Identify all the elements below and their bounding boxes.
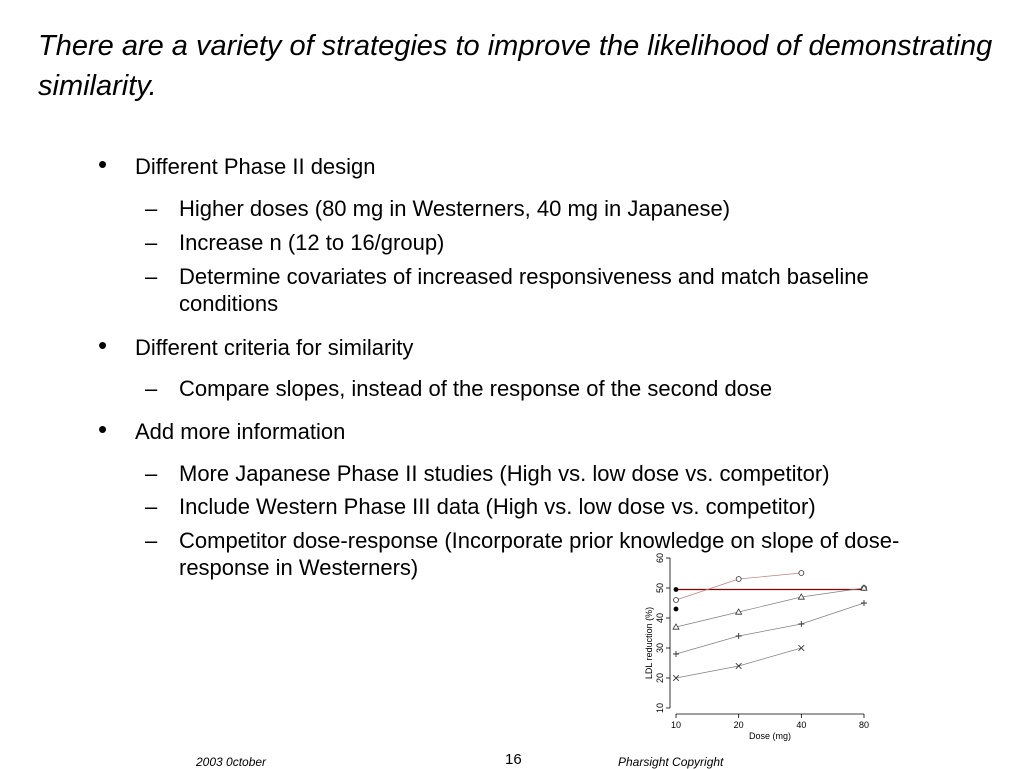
- slide-title: There are a variety of strategies to improve the likelihood of demonstrating similarity.: [38, 30, 993, 102]
- footer-date: 2003 0ctober: [196, 755, 267, 769]
- bullet-label: Add more information: [135, 419, 346, 444]
- y-tick-label: 30: [655, 642, 665, 654]
- plus-marker: [736, 633, 742, 639]
- sub-bullet-label: Include Western Phase III data (High vs. low dose vs. competitor): [179, 494, 816, 519]
- series-line: [676, 648, 801, 678]
- footer-copyright: Pharsight Copyright: [618, 755, 724, 769]
- x-marker: [673, 675, 679, 681]
- series-line: [676, 603, 864, 654]
- x-tick-label: 10: [670, 720, 682, 730]
- dash-icon: –: [145, 230, 158, 255]
- x-marker: [799, 645, 805, 651]
- y-tick-label: 40: [655, 612, 665, 624]
- x-tick-label: 20: [733, 720, 744, 730]
- circle-marker: [736, 577, 741, 582]
- sub-bullet-label: Higher doses (80 mg in Westerners, 40 mg in Japanese): [179, 196, 731, 221]
- plus-marker: [861, 600, 867, 606]
- y-axis-label: LDL reduction (%): [644, 606, 654, 680]
- sub-bullet-label: Compare slopes, instead of the response of the second dose: [179, 376, 773, 401]
- plus-marker: [798, 621, 804, 627]
- dash-icon: –: [145, 196, 158, 221]
- plus-marker: [673, 651, 679, 657]
- bullet-label: Different criteria for similarity: [135, 335, 414, 360]
- sub-bullet-label: Increase n (12 to 16/group): [179, 230, 445, 255]
- circle-marker: [674, 598, 679, 603]
- dot-marker: [674, 607, 679, 612]
- x-marker: [736, 663, 742, 669]
- dash-icon: –: [145, 461, 158, 486]
- sub-bullet-label: Determine covariates of increased responsiveness and match baseline conditions: [179, 264, 869, 316]
- bullet-dot-icon: •: [98, 414, 108, 444]
- x-tick-label: 40: [796, 720, 807, 730]
- dash-icon: –: [145, 264, 158, 289]
- dash-icon: –: [145, 528, 158, 553]
- dot-marker: [674, 587, 679, 592]
- y-tick-label: 60: [655, 552, 665, 564]
- x-axis-label: Dose (mg): [748, 731, 792, 741]
- series-line: [676, 588, 864, 627]
- dash-icon: –: [145, 376, 158, 401]
- bullet-label: Different Phase II design: [135, 154, 376, 179]
- page-number: 16: [505, 751, 522, 768]
- sub-bullet-label: More Japanese Phase II studies (High vs. low dose vs. competitor): [179, 461, 830, 486]
- y-tick-label: 50: [655, 582, 665, 594]
- circle-marker: [799, 571, 804, 576]
- bullet-dot-icon: •: [98, 330, 108, 360]
- dose-response-chart: [636, 550, 886, 750]
- sub-bullet-label: Competitor dose-response (Incorporate prior knowledge on slope of dose-response in Westerners): [179, 528, 900, 580]
- bullet-dot-icon: •: [98, 149, 108, 179]
- dash-icon: –: [145, 494, 158, 519]
- y-tick-label: 20: [655, 672, 665, 684]
- y-tick-label: 10: [655, 702, 665, 714]
- x-tick-label: 80: [858, 720, 870, 730]
